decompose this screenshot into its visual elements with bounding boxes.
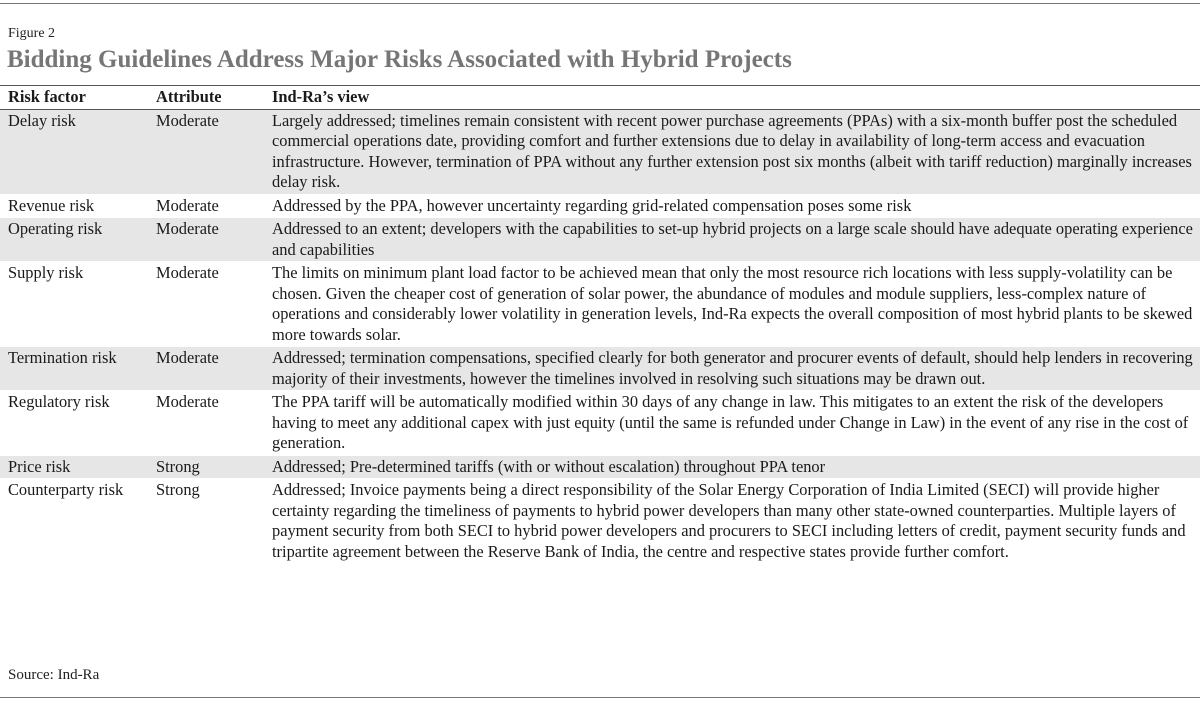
- risk-table: [0, 85, 1200, 564]
- header-view: Ind-Ra’s view: [268, 86, 1200, 110]
- risk-factor-cell: Revenue risk: [0, 194, 152, 218]
- view-cell: Addressed; termination compensations, specified clearly for both generator and procurer events of default, should help lenders in recovering majority of their investments, however the timelines involved in resolving such situations may be drawn out.: [268, 347, 1200, 391]
- view-cell: Addressed; Pre-determined tariffs (with or without escalation) throughout PPA tenor: [268, 455, 1200, 479]
- risk-factor-cell: Operating risk: [0, 218, 152, 262]
- bottom-rule: [0, 697, 1200, 698]
- figure-title: Bidding Guidelines Address Major Risks Associated with Hybrid Projects: [7, 46, 792, 73]
- view-cell: Largely addressed; timelines remain consistent with recent power purchase agreements (PPAs) with a six-month buffer post the scheduled commercial operations date, providing comfort and further extensions due to delay in availability of long-term access and evacuation infrastructure. However, termination of PPA without any further extension post six months (albeit with tariff reduction) marginally increases delay risk.: [268, 109, 1200, 194]
- view-cell: Addressed; Invoice payments being a direct responsibility of the Solar Energy Corporation of India Limited (SECI) will provide higher certainty regarding the timeliness of payments to hybrid power developers than many other state-owned counterparties. Multiple layers of payment security from both SECI to hybrid power developers and procurers to SECI including letters of credit, payment security funds and tripartite agreement between the Reserve Bank of India, the centre and respective states provide further comfort.: [268, 479, 1200, 564]
- table-row: [0, 347, 1200, 391]
- table-row: [0, 455, 1200, 479]
- table-row: [0, 218, 1200, 262]
- view-cell: The PPA tariff will be automatically modified within 30 days of any change in law. This mitigates to an extent the risk of the developers having to meet any additional capex with just equity (until the same is refunded under Change in Law) in the event of any rise in the cost of generation.: [268, 391, 1200, 456]
- attribute-cell: Moderate: [152, 218, 268, 262]
- view-cell: The limits on minimum plant load factor to be achieved mean that only the most resource rich locations with less supply-volatility can be chosen. Given the cheaper cost of generation of solar power, the abundance of modules and module suppliers, less-complex nature of operations and considerably lower volatility in generation levels, Ind-Ra expects the overall composition of most hybrid plants to be skewed more towards solar.: [268, 262, 1200, 347]
- figure-label: Figure 2: [8, 26, 56, 41]
- view-cell: Addressed to an extent; developers with the capabilities to set-up hybrid projects on a large scale should have adequate operating experience and capabilities: [268, 218, 1200, 262]
- header-risk-factor: Risk factor: [0, 86, 152, 110]
- table-row: [0, 391, 1200, 456]
- risk-factor-cell: Price risk: [0, 455, 152, 479]
- attribute-cell: Moderate: [152, 262, 268, 347]
- table-header-row: [0, 86, 1200, 110]
- table-row: [0, 109, 1200, 194]
- risk-factor-cell: Delay risk: [0, 109, 152, 194]
- attribute-cell: Moderate: [152, 194, 268, 218]
- attribute-cell: Strong: [152, 479, 268, 564]
- top-rule: [0, 3, 1200, 4]
- attribute-cell: Moderate: [152, 347, 268, 391]
- table-row: [0, 194, 1200, 218]
- attribute-cell: Moderate: [152, 391, 268, 456]
- attribute-cell: Strong: [152, 455, 268, 479]
- table-row: [0, 262, 1200, 347]
- attribute-cell: Moderate: [152, 109, 268, 194]
- risk-factor-cell: Supply risk: [0, 262, 152, 347]
- source-note: Source: Ind-Ra: [8, 667, 100, 683]
- view-cell: Addressed by the PPA, however uncertainty regarding grid-related compensation poses some risk: [268, 194, 1200, 218]
- header-attribute: Attribute: [152, 86, 268, 110]
- risk-factor-cell: Regulatory risk: [0, 391, 152, 456]
- risk-factor-cell: Counterparty risk: [0, 479, 152, 564]
- table-row: [0, 479, 1200, 564]
- risk-factor-cell: Termination risk: [0, 347, 152, 391]
